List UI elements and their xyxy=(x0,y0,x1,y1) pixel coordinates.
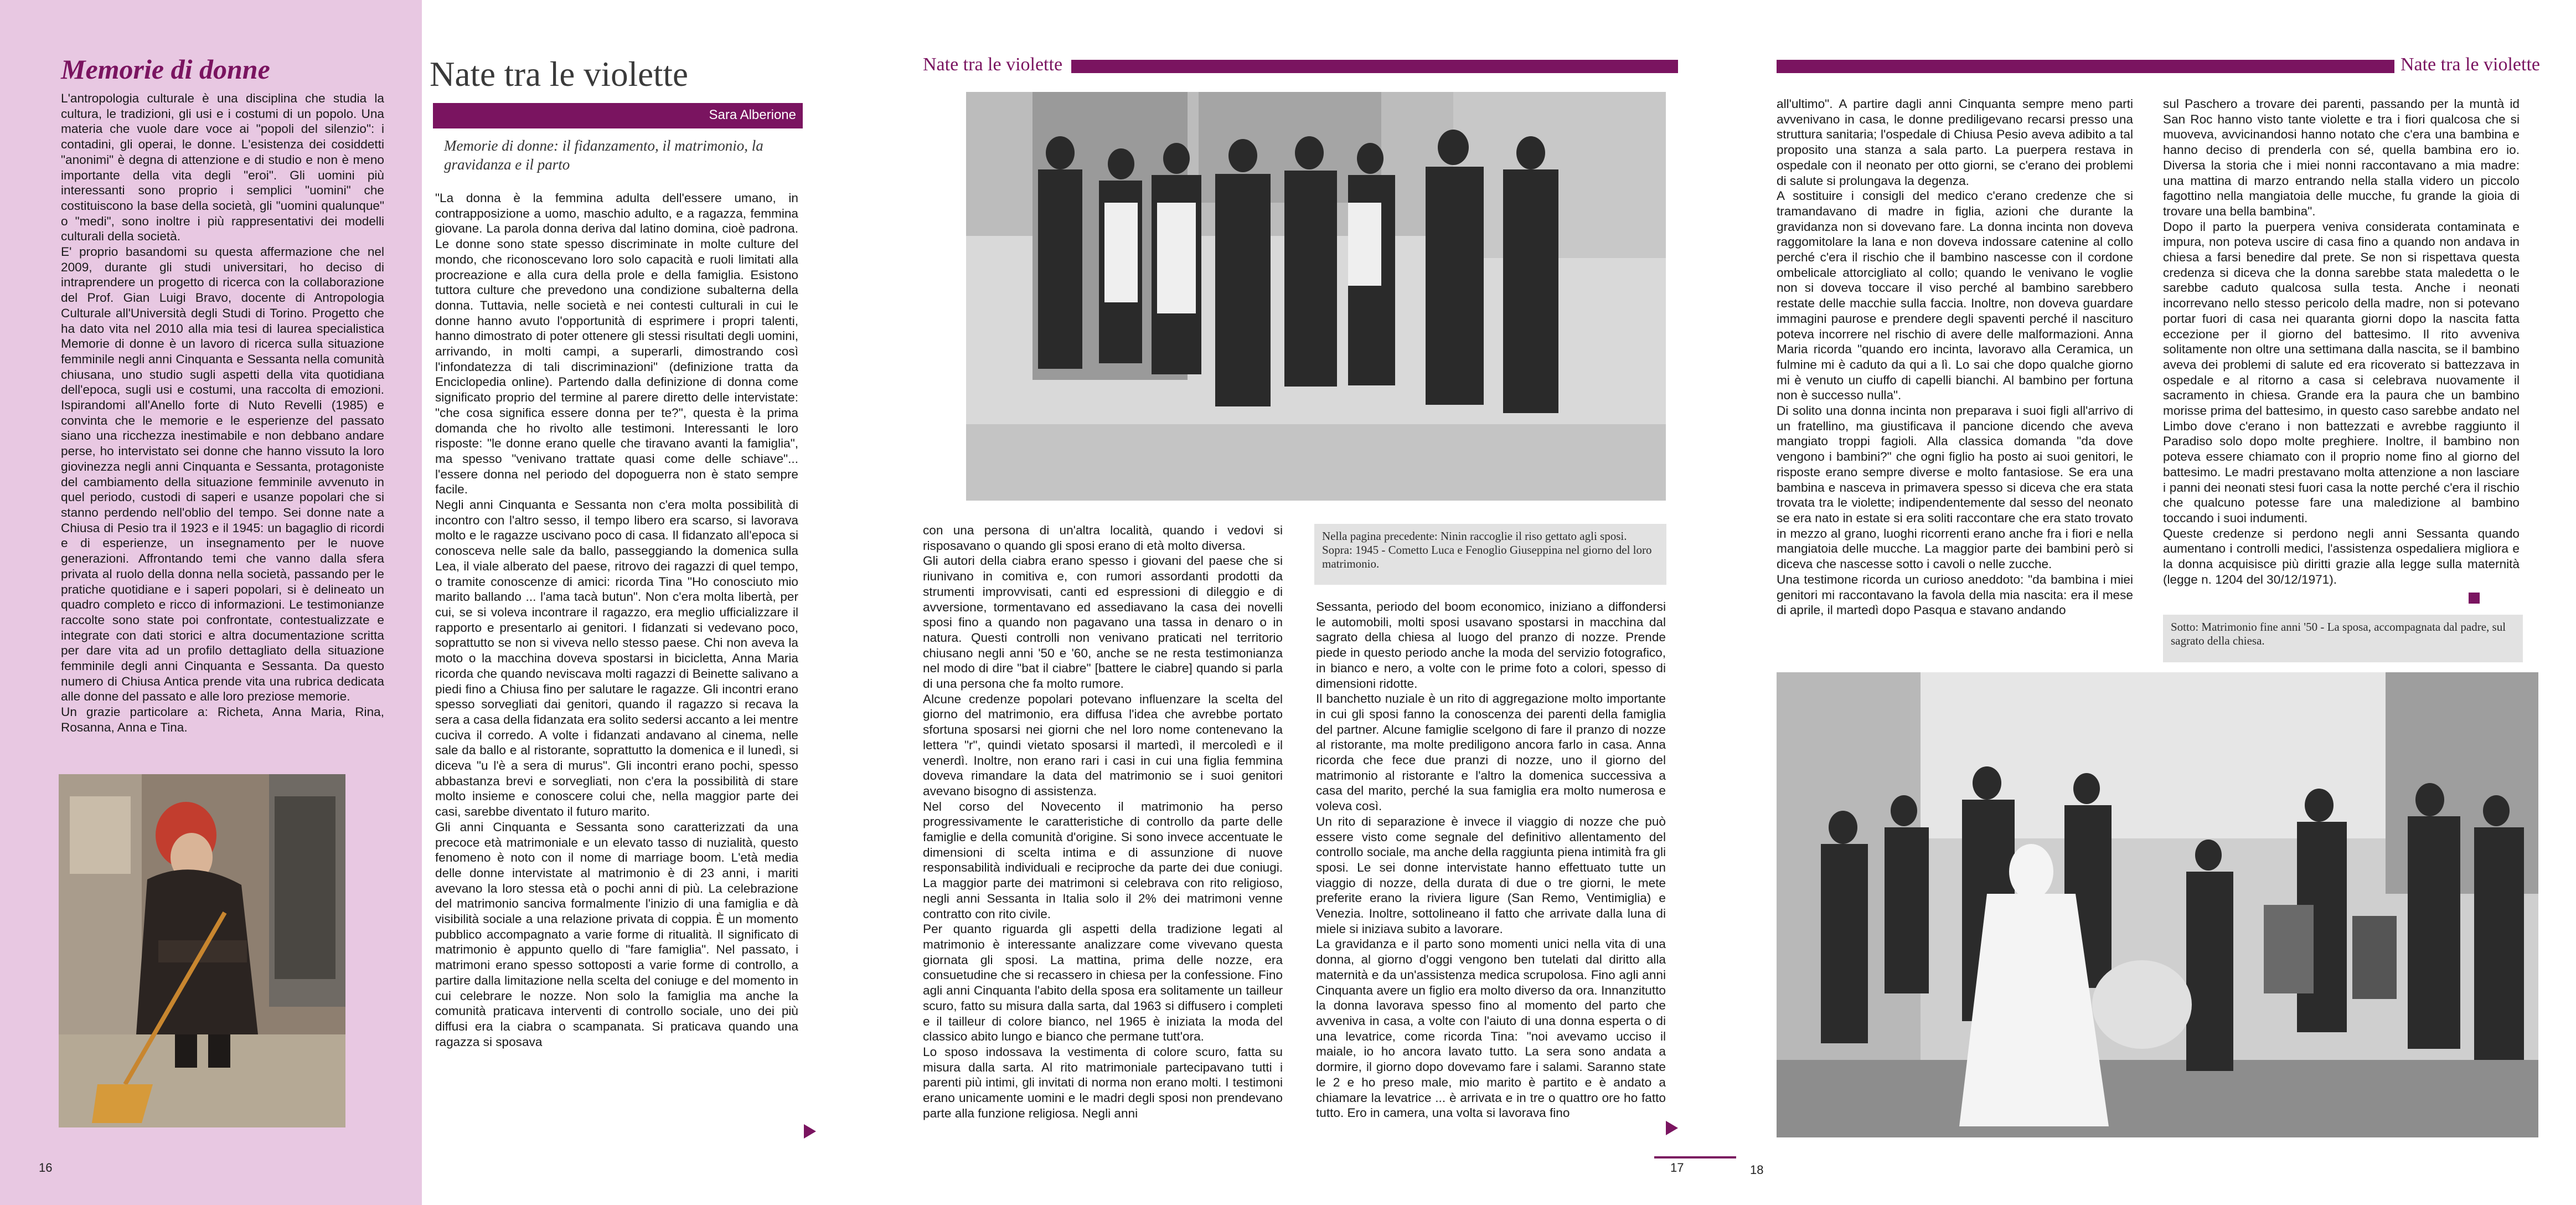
paragraph: Una testimone ricorda un curioso aneddoto: "da bambina i miei genitori mi raccontavano la favola della mia nascita: era il mese di aprile, il martedì dopo Pasqua e stavano andando xyxy=(1777,572,2133,617)
paragraph: Gli autori della ciabra erano spesso i giovani del paese che si riunivano in comitiva e, con rumori assordanti prodotti da strumenti improvvisati, canti ed espressioni di dileggio e di avversione, tormentavano ed assediavano la casa dei novelli sposi fino a quando non pagavano una tassa in denaro o in natura. Questi controlli non venivano praticati nel territorio chiusano negli anni '50 e '60, anche se ne resta testimonianza nel modo di dire "bat il ciabre" [battere le ciabre] quando si parla di una persona che fa molto rumore. xyxy=(923,554,1283,691)
page-17 xyxy=(422,0,1684,1205)
page-number: 17 xyxy=(1670,1161,1684,1175)
paragraph: con una persona di un'altra località, quando i vedovi si risposavano o quando gli sposi erano di età molto diversa. xyxy=(923,523,1283,553)
column-2 xyxy=(923,523,1283,1121)
author-name: Sara Alberione xyxy=(709,107,796,122)
wedding-group-image xyxy=(966,92,1666,501)
paragraph: Di solito una donna incinta non preparava i suoi figli all'arrivo di un fratellino, ma giustificava il pancione dicendo che aveva mangiato troppi fagioli. Alla classica domanda "da dove vengono i bambini?" che ogni figlio ha posto ai suoi genitori, le risposte erano sempre diverse e molto fantasiose. Se era una bambina e nasceva in primavera spesso si diceva che era stata trovata tra le violette; indipendentemente dal sesso del neonato se era nato in estate si era soliti raccontare che era stato trovato in mezzo al grano, luoghi ricorrenti erano anche fra i fiori e nella mangiatoia delle mucche. La maggior parte dei bambini però si diceva che nascesse sotto i cavoli o nelle zucche. xyxy=(1777,404,2133,571)
column-1 xyxy=(1777,96,2133,618)
paragraph: Sessanta, periodo del boom economico, iniziano a diffondersi le automobili, molti sposi usavano spostarsi in macchina dal sagrato della chiesa al luogo del pranzo di nozze. Prende piede in questo periodo anche la moda del servizio fotografico, in bianco e nero, a volte con le prime foto a colori, spesso di dimensioni ridotte. xyxy=(1316,600,1666,691)
intro-paragraph: Un grazie particolare a: Richeta, Anna Maria, Rina, Rosanna, Anna e Tina. xyxy=(61,705,384,734)
paragraph: Gli anni Cinquanta e Sessanta sono caratterizzati da una precoce età matrimoniale e un elevato tasso di nuzialità, questo fenomeno è noto con il nome di marriage boom. L'età media delle donne intervistate al matrimonio è di 23 anni, i mariti avevano la loro stessa età o pochi anni di più. La celebrazione del matrimonio sanciva formalmente l'inizio di una famiglia e dà visibilità sociale a una relazione privata di coppia. È un momento pubblico accompagnato a varie forme di ritualità. Il significato di matrimonio è appunto quello di "fare famiglia". Nel passato, i matrimoni erano spesso sottoposti a varie forme di controllo, a partire dalla limitazione nella scelta del coniuge e del momento in cui celebrare le nozze. Non solo la famiglia ma anche la comunità praticava interventi di controllo sociale, uno dei più diffusi era la ciabra o scampanata. Si praticava quando una ragazza si sposava xyxy=(435,820,798,1049)
intro-text xyxy=(61,91,384,735)
page-number: 16 xyxy=(39,1161,53,1175)
continue-arrow xyxy=(804,1124,816,1139)
paragraph: Queste credenze si perdono negli anni Sessanta quando aumentano i controlli medici, l'assistenza ospedaliera migliora e la donna acquisisce più diritti grazie alla legge sulla maternità (legge n. 1204 del 30/12/1971). xyxy=(2163,526,2520,586)
article-title: Nate tra le violette xyxy=(430,55,689,94)
end-mark xyxy=(2469,593,2480,604)
article-subtitle: Memorie di donne: il fidanzamento, il matrimonio, la gravidanza e il parto xyxy=(444,137,763,173)
paragraph: Lo sposo indossava la vestimenta di colore scuro, fatta su misura dalla sarta. Al rito matrimoniale partecipavano tutti i parenti più intimi, gli invitati di norma non erano molti. I testimoni erano unicamente uomini e le madri degli sposi non prendevano parte alla funzione religiosa. Negli anni xyxy=(923,1044,1283,1120)
column-3 xyxy=(1316,599,1666,1121)
page-number: 18 xyxy=(1750,1163,1764,1177)
paragraph: all'ultimo". A partire dagli anni Cinquanta sempre meno parti avvenivano in casa, le donne prediligevano recarsi presso una struttura sanitaria; l'ospedale di Chiusa Pesio aveva adibito a tal proposito una stanza a sala parto. La puerpera restava in ospedale con il neonato per otto giorni, se c'erano dei problemi di salute si prolungava la degenza. xyxy=(1777,97,2133,188)
column-2 xyxy=(2163,96,2520,588)
intro-paragraph: L'antropologia culturale è una disciplina che studia la cultura, le tradizioni, gli usi e i costumi di un popolo. Una materia che vuole dare voce ai "popoli del silenzio": i contadini, gli operai, le donne. L'esistenza dei cosiddetti "anonimi" è degna di attenzione e di studio e non è meno importante della vita degli "eroi". Gli uomini più interessanti sono proprio i semplici "uomini" che costituiscono la base della società, gli "uomini qualunque" o "medi", sono inoltre i più rappresentativi dei modelli culturali della società. xyxy=(61,91,384,244)
paragraph: La gravidanza e il parto sono momenti unici nella vita di una donna, al giorno d'oggi vengono ben tutelati dal diritto alla maternità e da un'assistenza medica scrupolosa. Fino agli anni Cinquanta avere un figlio era molto diverso da ora. Innanzitutto la donna lavorava spesso fino al momento del parto che avveniva in casa, a volte con l'aiuto di una donna esperta o di una levatrice, come ricorda Tina: "noi avevamo ucciso il maiale, io ho ancora lavato tutto. La sera sono andata a dormire, il giorno dopo dovevamo fare i salami. Saranno state le 2 e ho preso male, mio marito è partito e è andato a chiamare la levatrice ... è arrivata e in tre o quattro ore ho fatto tutto. Ero in camera, una volta si lavorava fino xyxy=(1316,937,1666,1120)
running-header: Nate tra le violette xyxy=(2400,54,2540,75)
paragraph: sul Paschero a trovare dei parenti, passando per la muntà id San Roc hanno visto tante violette e tra i fiori qualcosa che si muoveva, avvicinandosi hanno notato che c'era una bambina e hanno deciso di prenderla con sé, quella bambina ero io. Diversa la storia che i miei nonni raccontavano a mia madre: una mattina di marzo entrando nella stalla videro un piccolo fagottino nella mangiatoia delle mucche, fu grande la gioia di trovare una bella bambina". xyxy=(2163,97,2520,218)
paragraph: Il banchetto nuziale è un rito di aggregazione molto importante in cui gli sposi fanno la conoscenza dei parenti della famiglia del partner. Alcune famiglie scelgono di fare il pranzo di nozze al ristorante, ma molte prediligono ancora farlo in casa. Anna ricorda che fece due pranzi di nozze, uno il giorno del matrimonio al ristorante e l'altro la domenica successiva a casa del marito, perché la sua famiglia era molto numerosa e voleva così. xyxy=(1316,692,1666,813)
paragraph: "La donna è la femmina adulta dell'essere umano, in contrapposizione a uomo, maschio adulto, e a ragazza, femmina giovane. La parola donna deriva dal latino domina, cioè padrona. Le donne sono state spesso discriminate in molte culture del mondo, che riconoscevano loro solo capacità e ruoli limitati alla procreazione e alla cura della prole e della famiglia. Esistono tuttora culture che prevedono una condizione subalterna della donna. Tuttavia, nelle società e nei contesti culturali in cui le donne hanno avuto l'opportunità di esprimere i propri talenti, hanno dimostrato di poter ottenere gli stessi risultati degli uomini, arrivando, in molti campi, a superarli, dimostrando così l'infondatezza di tali discriminazioni" (definizione tratta da Enciclopedia online). Partendo dalla definizione di donna come significato proprio del termine al parere diretto delle intervistate: "che cosa significa essere donna per te?", questa è la prima domanda che ho rivolto alle testimoni. Interessanti le loro risposte: "le donne erano quelle che tiravano avanti la famiglia", ma spesso "venivano trattate quasi come delle schiave"... l'essere donna nel periodo del dopoguerra non è stato sempre facile. xyxy=(435,191,798,497)
photo-woman-sweeping xyxy=(59,774,345,1127)
header-rule xyxy=(1777,60,2394,73)
paragraph: Dopo il parto la puerpera veniva considerata contaminata e impura, non poteva uscire di casa fino a quando non andava in chiesa a farsi benedire dal prete. Se non si rispettava questa credenza si diceva che la donna sarebbe stata maledetta o le sarebbe caduto qualcosa sulla testa. Anche i neonati incorrevano nello stesso pericolo della madre, non si potevano portar fuori di casa nei quaranta giorni dopo la nascita fatta eccezione per il giorno del battesimo. Il rito avveniva solitamente non oltre una settimana dalla nascita, se il bambino aveva dei problemi di salute ed era ricoverato si battezzava in ospedale e al ritorno a casa si celebrava nuovamente il sacramento in chiesa. Grande era la paura che un bambino morisse prima del battesimo, in questo caso sarebbe andato nel Limbo dove c'erano i non battezzati e avrebbe raggiunto il Paradiso solo dopo molte preghiere. Inoltre, il bambino non poteva essere chiamato con il proprio nome fino al giorno del battesimo. Le madri prestavano molta attenzione a non lasciare i panni dei neonati stesi fuori casa la notte perché c'era il rischio che qualcuno potesse fare una maledizione al bambino toccando i suoi indumenti. xyxy=(2163,219,2520,525)
wedding-photo-1945 xyxy=(966,92,1666,501)
intro-paragraph: E' proprio basandomi su questa affermazione che nel 2009, durante gli studi universitari, ho deciso di intraprendere un progetto di ricerca con la collaborazione del Prof. Gian Luigi Bravo, docente di Antropologia Culturale all'Università degli Studi di Torino. Progetto che ha dato vita nel 2010 alla mia tesi di laurea specialistica Memorie di donne è un lavoro di ricerca sulla situazione femminile negli anni Cinquanta e Sessanta nella comunità chiusana, uno studio sugli aspetti della vita quotidiana dell'epoca, sugli usi e costumi, una raccolta di emozioni. Ispirandomi all'Anello forte di Nuto Revelli (1985) e convinta che le memorie e le esperienze del passato siano una ricchezza inestimabile e non debbano andare perse, ho intervistato sei donne che hanno vissuto la loro giovinezza negli anni Cinquanta e Sessanta, protagoniste del cambiamento della situazione femminile avvenuto in quel periodo, custodi di saperi e usanze popolari che si stanno perdendo nell'oblio del tempo. Sei donne nate a Chiusa di Pesio tra il 1923 e il 1945: un bagaglio di ricordi e di esperienze, un insegnamento per le nuove generazioni. Affrontando temi che vanno dalla sfera privata al ruolo della donna nella società, passando per le pratiche quotidiane e i saperi popolari, si è delineato un quadro completo e ricco di informazioni. Le testimonianze raccolte sono state poi confrontate, contestualizzate e integrate con dati storici e altra documentazione scritta per dare vita ad un profilo dettagliato della situazione femminile degli anni Cinquanta e Sessanta. Da questo numero di Chiusa Antica prende vita una rubrica dedicata alle donne del passato e alle loro preziose memorie. xyxy=(61,245,384,704)
photo-caption: Sotto: Matrimonio fine anni '50 - La sposa, accompagnata dal padre, sul sagrato della chiesa. xyxy=(2163,615,2523,662)
running-header: Nate tra le violette xyxy=(923,54,1063,75)
header-rule xyxy=(1071,60,1678,73)
continue-arrow xyxy=(1666,1121,1678,1135)
footer-rule xyxy=(1684,1156,1736,1158)
section-title: Memorie di donne xyxy=(61,54,270,85)
bride-crowd-image xyxy=(1777,672,2538,1137)
paragraph: Nel corso del Novecento il matrimonio ha perso progressivamente le caratteristiche di controllo da parte delle famiglie e della comunità d'origine. Si sono invece accentuate le dimensioni di scelta intima e di assunzione di nuove responsabilità individuali e reciproche da parte dei due coniugi. La maggior parte dei matrimoni si celebrava con rito religioso, negli anni Sessanta in Italia solo il 2% dei matrimoni venne contratto con rito civile. xyxy=(923,799,1283,921)
wedding-photo-late-50s xyxy=(1777,672,2538,1137)
paragraph: Un rito di separazione è invece il viaggio di nozze che può essere visto come segnale del definitivo allentamento del controllo sociale, ma anche della raggiunta piena intimità fra gli sposi. Le sei donne intervistate hanno effettuato tutte un viaggio di nozze, della durata di due o tre giorni, le mete preferite erano la riviera ligure (San Remo, Ventimiglia) e Venezia. Inoltre, sottolineano il fatto che arrivate dalla luna di miele si iniziava subito a lavorare. xyxy=(1316,814,1666,936)
footer-rule xyxy=(1654,1156,1684,1158)
page-16 xyxy=(0,0,422,1205)
photo-caption: Nella pagina precedente: Ninin raccoglie il riso gettato agli sposi. Sopra: 1945 - Cometto Luca e Fenoglio Giuseppina nel giorno del loro matrimonio. xyxy=(1314,524,1666,585)
paragraph: A sostituire i consigli del medico c'erano credenze che si tramandavano di madre in figlia, azioni che durante la gravidanza non si dovevano fare. La donna incinta non doveva raggomitolare la lana e non doveva indossare catenine al collo perché c'era il rischio che il bambino nascesse con il cordone ombelicale attorcigliato al collo; quando le venivano le voglie non si doveva toccare il viso perché al bambino sarebbero restate delle macchie sulla faccia. Inoltre, non doveva guardare immagini paurose e prendere degli spaventi perché il nascituro poteva incorrere nel rischio di avere delle malformazioni. Anna Maria ricorda "quando ero incinta, lavoravo alla Ceramica, un fulmine mi è caduto da qui a lì. Lo sai che dopo qualche giorno mi è venuto un ciuffo di capelli bianchi. Al bambino per fortuna non è successo nulla". xyxy=(1777,189,2133,403)
woman-sweeping-image xyxy=(59,774,345,1127)
paragraph: Alcune credenze popolari potevano influenzare la scelta del giorno del matrimonio, era diffusa l'idea che avrebbe portato sfortuna sposarsi nei giorni che nel loro nome contenevano la lettera "r", quindi vietato sposarsi il martedì, il mercoledì e il venerdì. Inoltre, non erano rari i casi in cui una figlia femmina doveva rimandare la data del matrimonio se i suoi genitori avevano bisogno di assistenza. xyxy=(923,692,1283,798)
paragraph: Per quanto riguarda gli aspetti della tradizione legati al matrimonio è interessante analizzare come vivevano questa giornata gli sposi. La mattina, prima delle nozze, era consuetudine che si recassero in chiesa per la confessione. Fino agli anni Cinquanta l'abito della sposa era solitamente un tailleur scuro, fatto su misura dalla sarta, dal 1963 si diffusero i completi e il tailleur di colore bianco, nel 1965 è iniziata la moda del classico abito lungo e bianco che permane tutt'ora. xyxy=(923,922,1283,1044)
page-18 xyxy=(1684,0,2576,1205)
column-1 xyxy=(435,190,798,1049)
paragraph: Negli anni Cinquanta e Sessanta non c'era molta possibilità di incontro con l'altro sesso, il tempo libero era scarso, si lavorava molto e le ragazze uscivano poco di casa. Il fidanzato all'epoca si conosceva nelle sale da ballo, passeggiando la domenica sulla Lea, il viale alberato del paese, ritrovo dei ragazzi di quel tempo, o tramite conoscenze di amici: ricorda Tina "Ho conosciuto mio marito ballando ... l'ama tacà butun". Non c'era molta libertà, per cui, se si voleva incontrare il ragazzo, era meglio ufficializzare il rapporto e presentarlo ai genitori. I fidanzati si vedevano poco, soprattutto se non si viveva nello stesso paese. Chi non aveva la moto o la macchina doveva spostarsi in bicicletta, Anna Maria ricorda che quando neviscava molti ragazzi di Beinette salivano a piedi fino a Chiusa fino per salutare le ragazze. Gli incontri erano spesso sorvegliati dai genitori, quando il ragazzo si recava la sera a casa della fidanzata era solito sedersi accanto a lei mentre cuciva il corredo. A volte i fidanzati andavano al cinema, nelle sale da ballo e al ristorante, soprattutto la domenica e il lunedì, si diceva "u l'è a sera di murus". Gli incontri erano pochi, spesso abbastanza brevi e sorvegliati, non c'era la possibilità di stare molto insieme e conoscere colui che, nella maggior parte dei casi, sarebbe diventato il futuro marito. xyxy=(435,498,798,819)
